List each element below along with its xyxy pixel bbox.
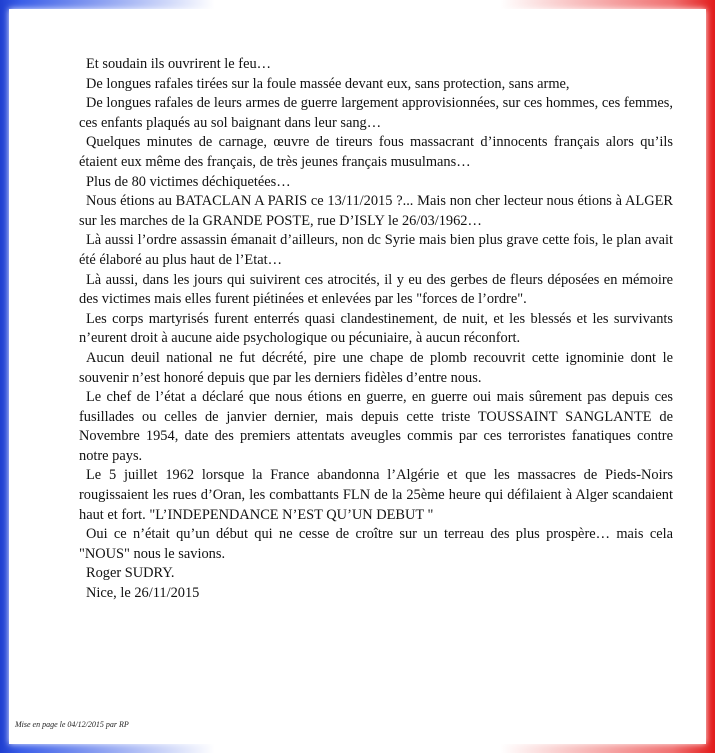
paragraph: De longues rafales de leurs armes de guerre largement approvisionnées, sur ces hommes, ces femmes, ces enfants plaqués au sol baignant dans leur sang… bbox=[79, 95, 673, 131]
paragraph: Nous étions au BATACLAN A PARIS ce 13/11/2015 ?... Mais non cher lecteur nous étions à ALGER sur les marches de la GRANDE POSTE, rue D’ISLY le 26/03/1962… bbox=[79, 193, 673, 229]
place-date: Nice, le 26/11/2015 bbox=[86, 585, 200, 602]
layout-note: Mise en page le 04/12/2015 par RP bbox=[15, 720, 129, 729]
paragraph: Les corps martyrisés furent enterrés quasi clandestinement, de nuit, et les blessés et les survivants n’eurent droit à aucune aide psychologique ou pécuniaire, à aucun réconfort. bbox=[79, 310, 673, 347]
signature: Roger SUDRY. bbox=[86, 565, 175, 582]
paragraph: Aucun deuil national ne fut décrété, pire une chape de plomb recouvrit cette ignominie dont le souvenir n’est honoré depuis que par les derniers fidèles d’entre nous. bbox=[79, 349, 673, 386]
paragraph: Et soudain ils ouvrirent le feu… bbox=[86, 56, 272, 72]
paragraph: Le chef de l’état a déclaré que nous étions en guerre, en guerre oui mais sûrement pas depuis ces fusillades ou celles de janvier dernier, mais depuis cette triste TOUSSAINT SANGLANTE de Novembre 1954, date des premiers attentats aveugles commis par ces terroristes fanatiques contre notre pays. bbox=[79, 389, 673, 464]
paragraph: Quelques minutes de carnage, œuvre de tireurs fous massacrant d’innocents français alors qu’ils étaient eux même des français, de très jeunes français musulmans… bbox=[79, 134, 673, 170]
paragraph: Là aussi, dans les jours qui suivirent ces atrocités, il y eu des gerbes de fleurs déposées en mémoire des victimes mais elles furent piétinées et enlevées par les "forces de l’ordre". bbox=[79, 271, 673, 308]
document-page bbox=[9, 9, 706, 744]
document-body bbox=[79, 55, 673, 604]
paragraph: Oui ce n’était qu’un début qui ne cesse de croître sur un terreau des plus prospère… mais cela "NOUS" nous le savions. bbox=[79, 526, 673, 562]
paragraph: Le 5 juillet 1962 lorsque la France abandonna l’Algérie et que les massacres de Pieds-Noirs rougissaient les rues d’Oran, les combattants FLN de la 25ème heure qui défilaient à Alger scandaient haut et fort. "L’INDEPENDANCE N’EST QU’UN DEBUT " bbox=[79, 467, 673, 523]
paragraph: De longues rafales tirées sur la foule massée devant eux, sans protection, sans arme, bbox=[86, 75, 570, 92]
paragraph: Là aussi l’ordre assassin émanait d’ailleurs, non dc Syrie mais bien plus grave cette fois, le plan avait été élaboré au plus haut de l’Etat… bbox=[79, 232, 673, 268]
paragraph: Plus de 80 victimes déchiquetées… bbox=[86, 173, 291, 190]
